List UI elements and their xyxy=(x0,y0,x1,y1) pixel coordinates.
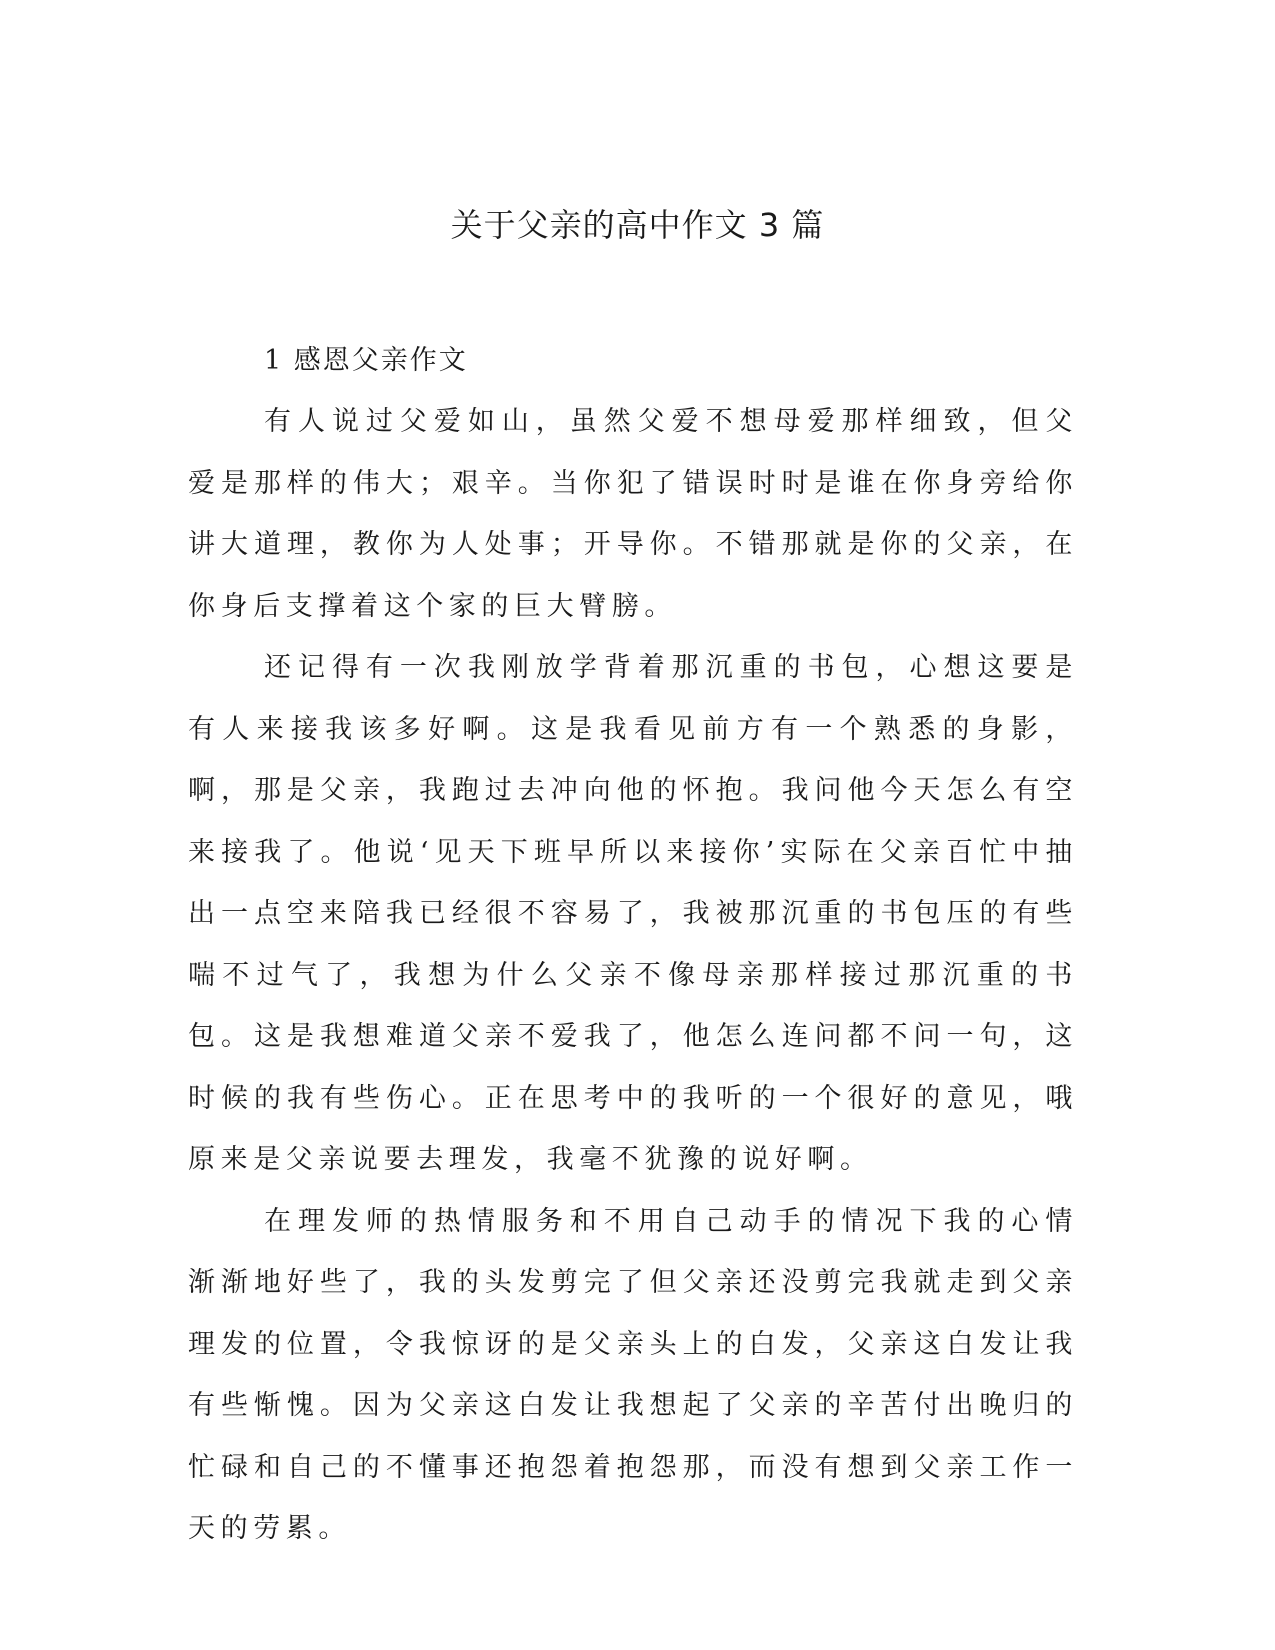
paragraph: 还记得有一次我刚放学背着那沉重的书包，心想这要是有人来接我该多好啊。这是我看见前方有一个熟悉的身影，啊，那是父亲，我跑过去冲向他的怀抱。我问他今天怎么有空来接我了。他说‘见天下班早所以来接你’实际在父亲百忙中抽出一点空来陪我已经很不容易了，我被那沉重的书包压的有些喘不过气了，我想为什么父亲不像母亲那样接过那沉重的书包。这是我想难道父亲不爱我了，他怎么连问都不问一句，这时候的我有些伤心。正在思考中的我听的一个很好的意见，哦原来是父亲说要去理发，我毫不犹豫的说好啊。 xyxy=(188,652,1078,1175)
document-title: 关于父亲的高中作文 3 篇 xyxy=(450,206,825,244)
paragraph: 在理发师的热情服务和不用自己动手的情况下我的心情渐渐地好些了，我的头发剪完了但父亲还没剪完我就走到父亲理发的位置，令我惊讶的是父亲头上的白发，父亲这白发让我有些惭愧。因为父亲这白发让我想起了父亲的辛苦付出晚归的忙碌和自己的不懂事还抱怨着抱怨那，而没有想到父亲工作一天的劳累。 xyxy=(188,1205,1078,1544)
document-body xyxy=(188,330,1078,1560)
section-heading: 1 感恩父亲作文 xyxy=(264,345,468,376)
paragraph: 有人说过父爱如山，虽然父爱不想母爱那样细致，但父爱是那样的伟大；艰辛。当你犯了错误时时是谁在你身旁给你讲大道理，教你为人处事；开导你。不错那就是你的父亲，在你身后支撑着这个家的巨大臂膀。 xyxy=(188,406,1078,622)
